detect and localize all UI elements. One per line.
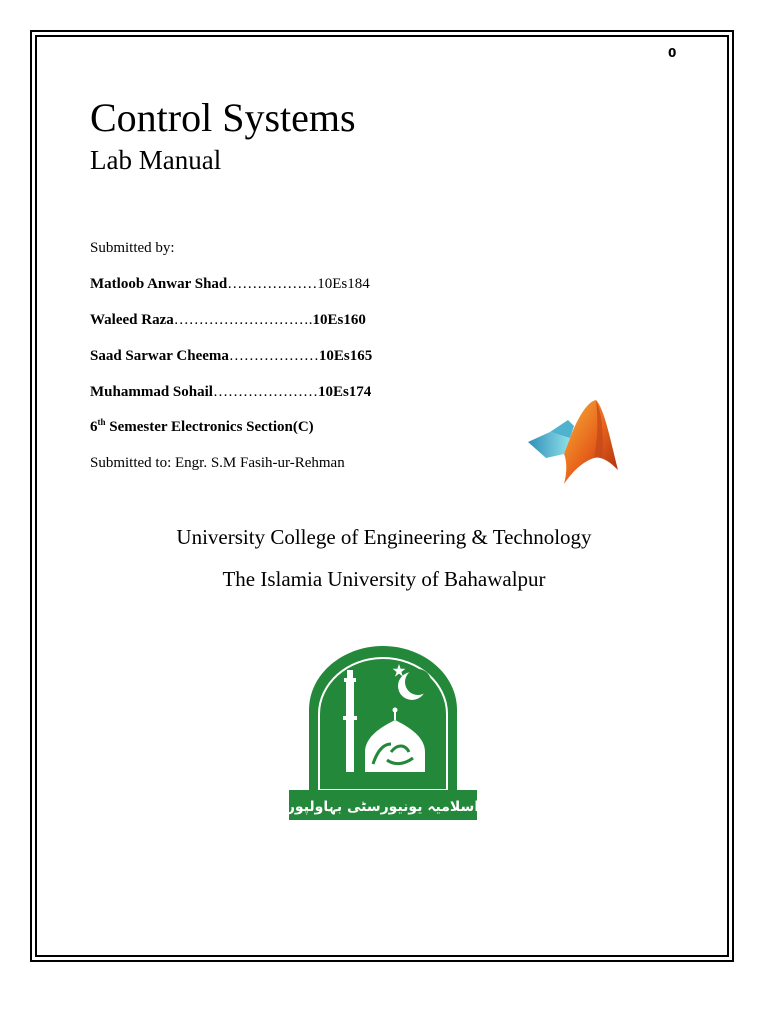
semester-line [90,416,314,438]
member-name: Matloob Anwar Shad [90,276,228,292]
member-roll: 10Es174 [317,384,372,400]
member-row [90,273,372,309]
page-number: 0 [668,46,677,60]
university-name-line: The Islamia University of Bahawalpur [222,567,546,591]
member-name: Waleed Raza [90,312,174,328]
member-row [90,381,372,417]
member-dots: ……………… [228,348,319,364]
crest-urdu-text: اسلامیہ یونیورسٹی بہاولپور [287,799,479,815]
member-roll: 10Es160 [312,312,366,328]
member-dots: ………………… [212,384,318,400]
member-dots: ………………………. [173,312,313,328]
document-title: Control Systems [90,95,356,140]
university-crest-icon [287,640,479,822]
member-name: Muhammad Sohail [90,384,213,400]
member-roll: 10Es165 [318,348,373,364]
member-row [90,345,372,381]
member-row [90,309,372,345]
matlab-logo-icon [524,398,620,484]
university-college-line: University College of Engineering & Technology [176,525,592,549]
submitted-to-line: Submitted to: Engr. S.M Fasih-ur-Rehman [90,455,345,471]
member-name: Saad Sarwar Cheema [90,348,229,364]
semester-number: 6 [90,419,98,435]
member-list [90,273,372,417]
semester-suffix: th [97,417,106,427]
submitted-by-label: Submitted by: [90,240,175,256]
member-dots: ……………… [227,276,318,292]
member-roll: 10Es184 [317,276,370,292]
document-subtitle: Lab Manual [90,145,222,175]
semester-text: Semester Electronics Section(C) [105,419,314,435]
